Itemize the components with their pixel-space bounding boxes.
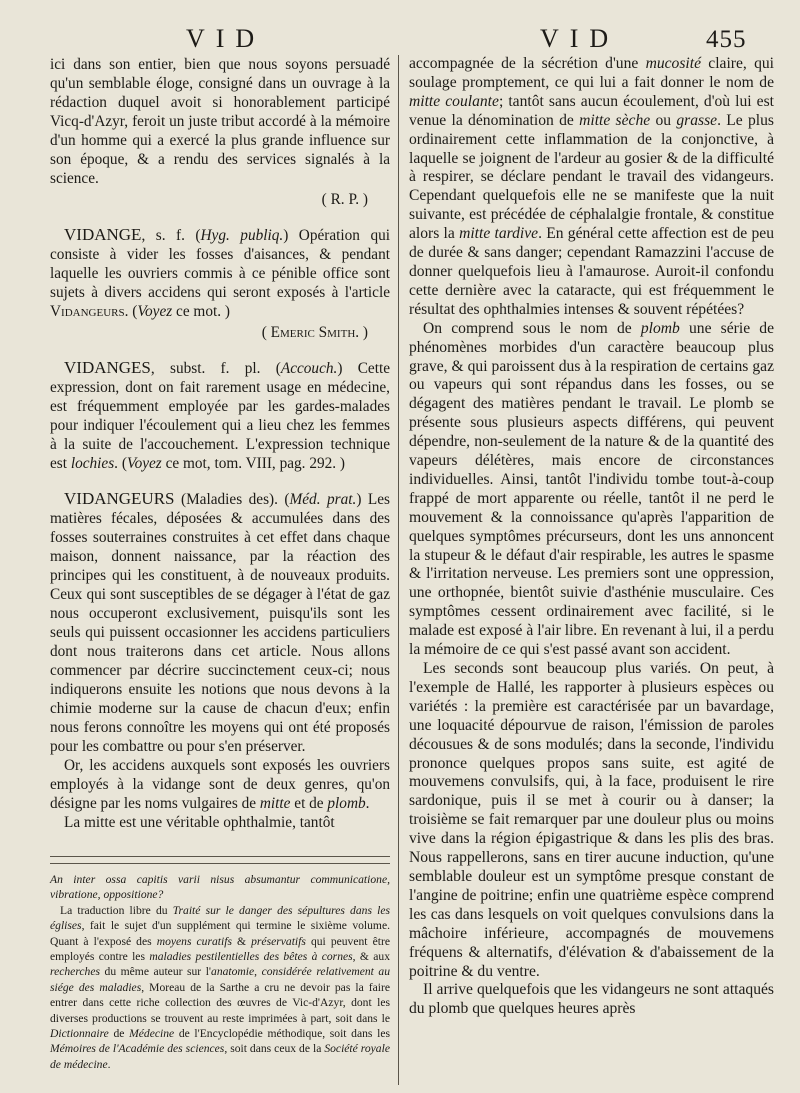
left-column [50, 55, 390, 1090]
paragraph-seconds: Les seconds sont beaucoup plus variés. On peut, à l'exemple de Hallé, les rapporter à plusieurs espèces ou variétés : la première est caractérisée par un bavardage, une loquacité dépourvue de raison, l'émission de paroles décousues & de sons modulés; dans la seconde, l'individu prononce quelques propos sans suite, est agité de mouvemens convulsifs, qui, à la face, produisent le rire sardonique, puis il se met à courir ou à danser; la troisième se fait remarquer par une douleur plus ou moins vive dans la région épigastrique & dans les plis des bras. Nous rappellerons, sans en tirer aucune induction, qu'une semblable douleur est un symptôme presque constant de l'angine de poitrine; enfin une quatrième espèce comprend les cas dans lesquels on voit quelques convulsions dans la mâchoire inférieure, accompagnés de mouvemens fréquens & alternatifs, d'élévation & d'abaissement de la poitrine & du ventre. [409, 660, 774, 980]
fn-t3: & [231, 934, 252, 948]
r-p1a: accompagnée de la sécrétion d'une [409, 55, 646, 72]
fn-i5: recherches [50, 965, 100, 979]
footnote [50, 872, 390, 1072]
fn-t4: qui peuvent être employés contre les [50, 934, 390, 964]
grammar-vidangeurs: (Maladies des). ( [174, 491, 290, 508]
ref-vidangeurs: Vidangeurs [50, 303, 125, 320]
r-p1b: claire, qui soulage promptement, ce qui lui a fait donner le nom de [409, 55, 774, 91]
text-et-de: et de [290, 795, 328, 812]
fn-t2: , fait le sujet d'un supplément qui termine le sixième volume. Quant à l'exposé des [50, 919, 390, 948]
headword-vidangeurs: VIDANGEURS [64, 489, 175, 508]
ce-mot-vidange: ce mot. ) [172, 303, 230, 320]
term-mitte-seche: mitte sèche [579, 111, 651, 129]
fn-i4: maladies pestilentielles des bêtes à cornes [149, 950, 353, 964]
page-number: 455 [706, 26, 747, 53]
fn-t8: , Moreau de la Sarthe a cru ne devoir pas la faire entrer dans cette riche collection des œuvres de Vic-d'Azyr, dont les diverses productions se trouvent au reste imprimées à part, soit dans le [50, 980, 390, 1025]
paragraph-mitte-continued [409, 55, 774, 320]
paragraph-plomb [409, 320, 774, 660]
fn-t5: , & aux [352, 950, 391, 964]
headword-vidange: VIDANGE [64, 225, 142, 244]
voyez-vidange: Voyez [137, 303, 173, 320]
body-vidange: ) Opération qui consiste à vider les fosses d'aisances, & pendant laquelle les ouvriers commis à ce pénible office sont sujets à divers accidens qui seront exposés à l'article [50, 227, 390, 301]
fn-t7: , [254, 965, 262, 979]
term-grasse: grasse [676, 111, 718, 129]
fn-t6: du même auteur sur l' [100, 965, 212, 979]
grammar-vidange: , s. f. ( [141, 227, 201, 244]
fn-t10: de l'Encyclopédie méthodique, soit dans les [174, 1027, 390, 1041]
term-lochies: lochies [70, 455, 115, 472]
fn-i1: Traité sur le danger des sépultures dans les églises [50, 903, 390, 933]
right-column [409, 55, 774, 1090]
term-mitte-tardive: mitte tardive [459, 225, 539, 243]
signature-rp: ( R. P. ) [321, 191, 368, 208]
body-vidanges: ) Cette expression, dont on fait rarement usage en médecine, est fréquemment employée par les gardes-malades pour indiquer l'écoulement qui a lieu chez les femmes à la suite de l'accouchement. L'expression technique est [50, 360, 391, 472]
footnote-rule-2 [50, 863, 390, 864]
r-ou: ou [650, 111, 677, 129]
r-p2b: une série de phénomènes morbides d'un caractère beaucoup plus grave, & qui paroissent dus à la respiration de certains gaz ou vapeurs qui sont répandus dans les fosses, ou se dégagent des matières pendant le travail. Le plomb se présente sous plusieurs aspects différens, qui peuvent dépendre, non-seulement de la nature & de la quantité des vapeurs délétères, mais encore de circonstances individuelles. Ainsi, tantôt l'individu tombe tout-à-coup frappé de mort apparente ou réelle, tantôt il ne perd le mouvement & la connoissance qu'après l'apparition de quelques symptômes précurseurs, dont les uns annoncent la stupeur & le défaut d'air respirable, les autres le spasme & l'irritation nerveuse. Les premiers sont une oppression, une orthopnée, bientôt suivie d'asthénie musculaire. Ces symptômes cessent ordinairement avec facilité, si le malade est exposé à l'air libre. En revenant à lui, il a perdu la mémoire de ce qui s'est passé avant son accident. [409, 319, 774, 659]
grammar-vidanges: , subst. f. pl. ( [150, 360, 281, 377]
ref-vidanges: ce mot, tom. VIII, pag. 292. ) [161, 455, 346, 472]
term-plomb-right: plomb [640, 319, 680, 337]
field-vidange: Hyg. publiq. [200, 227, 284, 244]
running-head-left: VID [186, 24, 266, 53]
fn-i7: considérée relativement au siége des maladies [50, 965, 390, 994]
entry-vidangeurs [50, 489, 390, 832]
term-plomb: plomb [327, 795, 366, 812]
fn-t12: . [107, 1057, 111, 1071]
paragraph-heures: Il arrive quelquefois que les vidangeurs ne sont attaqués du plomb que quelques heures après [409, 981, 774, 1018]
fn-t1: La traduction libre du [60, 903, 173, 917]
entry-vidange [50, 225, 390, 342]
signature-emeric-smith: ( Emeric Smith. ) [261, 324, 368, 341]
field-vidanges: Accouch. [280, 360, 338, 377]
r-p1d: . Le plus ordinairement cette inflammation de la conjonctive, à laquelle se joignent de l'ardeur au gosier & de la difficulté à respirer, se déclare pendant le travail des vidangeurs. Cependant quelquefois elle ne se manifeste que la nuit suivante, est précédée de céphalalgie frontale, & constitue alors la [409, 111, 774, 243]
fn-i6: anatomie [211, 965, 255, 979]
voyez-vidanges: Voyez [126, 455, 162, 472]
fn-i3: préservatifs [251, 934, 306, 948]
footnote-rule [50, 856, 390, 857]
footnote-latin: An inter ossa capitis varii nisus absumantur communicatione, vibratione, oppositione? [50, 873, 390, 902]
field-vidangeurs: Méd. prat. [289, 491, 357, 508]
fn-i10: Mémoires de l'Académie des sciences [50, 1042, 225, 1056]
term-mitte-coulante: mitte coulante [409, 92, 499, 110]
fn-i11: Société royale de médecine [50, 1042, 390, 1071]
paragraph-mitte: La mitte est une véritable ophthalmie, tantôt [64, 814, 335, 831]
fn-t11: , soit dans ceux de la [224, 1042, 325, 1056]
footnote-body [50, 903, 390, 1072]
fn-i2: moyens curatifs [156, 934, 232, 948]
fn-i8: Dictionnaire [50, 1027, 109, 1041]
r-p1e: . En général cette affection est de peu de durée & sans danger; cependant Ramazzini l'accuse de donner quelquefois lieu à l'amaurose. Auroit-il confondu cette dernière avec la cataracte, qui est fréquemment le résultat des ophthalmies intenses & souvent répétées? [409, 225, 774, 318]
paragraph-accidens [50, 756, 390, 813]
body-vidangeurs: ) Les matières fécales, déposées & accumulées dans des fosses souterraines construites à cet effet dans chaque maison, donnent naissance, par la réaction des principes qui les constituent, à de nouveaux produits. Ceux qui sont susceptibles de se dégager à l'état de gaz nous occuperont exclusivement, puisqu'ils sont les seuls qui puissent occasionner les accidens particuliers dont nous traiterons dans cet article. Nous allons commencer par décrire succinctement ceux-ci; nous indiquerons ensuite les notions que nous devons à la chimie moderne sur la cause de chacun d'eux; enfin nous ferons connoître les moyens qui ont été proposés pour les combattre ou pour s'en préserver. [50, 491, 390, 755]
ref-tail: . ( [124, 303, 138, 320]
column-divider [398, 55, 399, 1085]
fn-i9: Médecine [129, 1027, 175, 1041]
continuation-paragraph: ici dans son entier, bien que nous soyons persuadé qu'un semblable éloge, consigné dans un ouvrage à la rédaction duquel avoit si honorablement participé Vicq-d'Azyr, feroit un juste tribut accordé à la mémoire d'un homme qui a exercé la plus grande influence sur son époque, & a rendu des services signalés à la science. [50, 56, 390, 187]
fn-t9: de [108, 1027, 130, 1041]
entry-vidanges [50, 358, 390, 473]
term-mucosite: mucosité [645, 55, 702, 72]
tail-vidanges: . ( [114, 455, 127, 472]
running-head-right: VID [540, 24, 620, 53]
r-p1c: ; tantôt sans aucun écoulement, d'où lui est venue la dénomination de [409, 92, 774, 129]
r-p2a: On comprend sous le nom de [423, 319, 641, 337]
headword-vidanges: VIDANGES [64, 358, 151, 377]
text-accidens: Or, les accidens auxquels sont exposés les ouvriers employés à la vidange sont de deux genres, qu'on désigne par les noms vulgaires de [50, 757, 390, 812]
text-period: . [365, 795, 370, 812]
term-mitte: mitte [259, 795, 291, 812]
